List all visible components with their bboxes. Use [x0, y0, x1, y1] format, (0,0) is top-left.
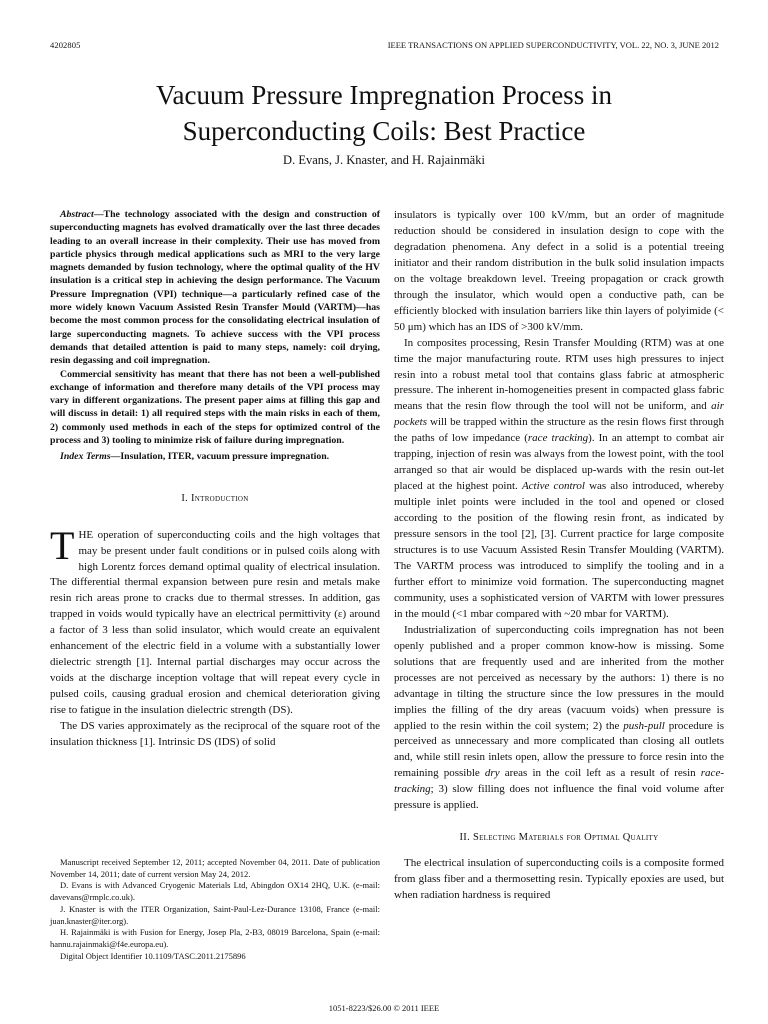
section-heading-introduction: I. Introduction	[181, 492, 249, 504]
abstract-text-1: —The technology associated with the design and construction of superconducting magnets has evolved dramatically over the last three decades leading to an overall increase in their complexity. Their use has moved from particle physics through medical applications such as MRI to the very large magnets demanded by fusion technology, where the optimal quality of the HV insulation is a critical step in achieving the design performance. The Vacuum Pressure Impregnation (VPI) technique—a particularly refined case of the more widely known Vacuum Assisted Resin Transfer Mould (VARTM)—has become the most common process for the consolidating electrical insulation of large superconducting magnets. To achieve success with the VPI process demands that detailed attention is paid to many steps, namely: coil drying, resin degassing and coil impregnation.	[50, 209, 380, 367]
p3-emphasis-push-pull: push-pull	[623, 719, 665, 732]
index-terms	[50, 450, 380, 463]
author-list: D. Evans, J. Knaster, and H. Rajainmäki	[283, 153, 485, 167]
p3-text-c: areas in the coil left as a result of resin	[499, 767, 701, 780]
p3-emphasis-dry: dry	[484, 767, 500, 780]
p2-text-d: was also introduced, whereby multiple inlet points were included in the tool and opened or closed according to the position of the flowing resin front, as indicated by pressure sensors in the tool [2], [3]. Current practice for large composite structures is to use Vacuum Assisted Resin Transfer Moulding (VARTM). The VARTM process was introduced to simplify the tooling and in a further effort to minimize void formation. The superconducting magnet community, uses a sophisticated version of VARTM with lower pressures in the mould (<1 mbar compared with ~20 mbar for VARTM).	[394, 480, 724, 620]
footnote-manuscript: Manuscript received September 12, 2011; accepted November 04, 2011. Date of publication November 14, 2011; date of current version May 24, 2012.	[50, 857, 380, 879]
abstract-paragraph-1	[50, 208, 380, 368]
copyright-footer: 1051-8223/$26.00 © 2011 IEEE	[328, 1003, 440, 1013]
p2-text-a: In composites processing, Resin Transfer Moulding (RTM) was at one time the major manufacturing route. RTM uses high pressures to inject resin into a robust metal tool that contains glass fabric at atmospheric pressure. The inherent in-homogeneities present in compacted glass fabric means that the resin flow through the tool will not be uniform, and	[394, 336, 724, 413]
p3-text-b: procedure is perceived as unnecessary and more complicated than closing all outlets and, while still resin inlets open, allow the pressure to force resin into the remaining possible	[394, 719, 725, 780]
footnote-knaster: J. Knaster is with the ITER Organization, Saint-Paul-Lez-Durance 13108, France (e-mail: juan.knaster@iter.org).	[50, 903, 380, 926]
title-line-2: Superconducting Coils: Best Practice	[182, 116, 586, 146]
intro-paragraph-2: The DS varies approximately as the reciprocal of the square root of the insulation thickness [1]. Intrinsic DS (IDS) of solid	[50, 720, 380, 748]
title-line-1: Vacuum Pressure Impregnation Process in	[156, 80, 612, 110]
footnote-evans: D. Evans is with Advanced Cryogenic Materials Ltd, Abingdon OX14 2HQ, U.K. (e-mail: davevans@rmplc.co.uk).	[50, 880, 380, 903]
intro-paragraph-1	[50, 522, 380, 719]
p2-emphasis-race-tracking: race tracking	[527, 432, 589, 445]
index-terms-label: Index Terms	[60, 451, 111, 463]
right-paragraph-1: insulators is typically over 100 kV/mm, but an order of magnitude reduction should be considered in insulation design to cope with the degradation phenomena. Any defect in a solid is a potential treeing initiator and their random distribution in the bulk solid insulation impacts on the voltage breakdown level. Treeing propagation or crack growth through the insulator, which would open a conductive path, can be efficiently blocked with insulation barriers like thin layers of polyimide (< 50 μm) which has an IDS of >300 kV/mm.	[394, 209, 724, 333]
abstract	[50, 208, 380, 447]
journal-header: IEEE TRANSACTIONS ON APPLIED SUPERCONDUCTIVITY, VOL. 22, NO. 3, JUNE 2012	[387, 40, 719, 50]
p3-emphasis-race-tracking: race-tracking	[394, 767, 724, 796]
abstract-paragraph-2: Commercial sensitivity has meant that there has not been a well-published exchange of information and therefore many details of the VPI process may vary in different organizations. The present paper aims at filling this gap and will discuss in detail: 1) all required steps with the main risks in each of them, 2) commonly used methods in each of the steps for optimized control of the process and 3) tooling to minimize risk of failure during impregnation.	[50, 368, 380, 447]
footnote-doi: Digital Object Identifier 10.1109/TASC.2011.2175896	[60, 950, 246, 961]
p3-text-a: Industrialization of superconducting coils impregnation has not been openly published and a proper common know-how is missing. Some solutions that are frequently used and are inherited from the mother processes are not perceived as necessary by the authors: 1) there is no advantage in tilting the structure since the low pressures in the mould implies the filling of the dry areas (vacuum voids) when pressure is applied to the resin within the coil system; 2) the	[394, 623, 724, 732]
footnotes	[50, 857, 380, 962]
section-heading-materials: II. Selecting Materials for Optimal Quality	[459, 832, 659, 844]
right-paragraph-2	[394, 336, 724, 623]
drop-cap: T	[50, 522, 75, 568]
right-column	[394, 208, 724, 904]
intro-paragraph-1-text: HE operation of superconducting coils and the high voltages that may be present under fault conditions or in pulsed coils along with high Lorentz forces demand optimal quality of electrical insulation. The differential thermal expansion between pure resin and metals make resin rich areas prone to cracks due to thermal stresses. In addition, gas trapped in voids would typically have an electrical permittivity (ε) around a factor of 3 less than solid insulator, which would create an equivalent enhancement of the electric field in a volume with a substantially lower dielectric strength [1]. Internal partial discharges may occur across the voids at the discharge inception voltage that will repeat every cycle in pulsed coils, causing gradual erosion and chemical deterioration giving rise to fatigue in the insulation dielectric strength (DS).	[50, 528, 380, 717]
p2-emphasis-active-control: Active control	[521, 480, 585, 493]
page-number: 4202805	[50, 40, 81, 50]
p2-text-c: ). In an attempt to combat air trapping, injection of resin was always from the lowest point, with the tool arranged so that air would be displaced up-wards with the resin out-let placed at the highest point.	[394, 432, 724, 493]
paper-title	[0, 77, 768, 149]
right-paragraph-4: The electrical insulation of superconducting coils is a composite formed from glass fiber and a thermosetting resin. Typically epoxies are used, but when radiation hardness is required	[394, 857, 724, 902]
p2-emphasis-air-pockets: air pockets	[394, 400, 724, 429]
right-paragraph-3	[394, 623, 724, 814]
p2-text-b: will be trapped within the structure as the resin flows first through the paths of low impedance (	[394, 416, 724, 445]
left-column	[50, 208, 380, 751]
p3-text-d: ; 3) slow filling does not influence the final void volume after pressure is applied.	[394, 783, 724, 812]
footnote-rajainmaki: H. Rajainmäki is with Fusion for Energy, Josep Pla, 2-B3, 08019 Barcelona, Spain (e-mail: hannu.rajainmaki@f4e.europa.eu).	[50, 927, 380, 949]
index-terms-text: —Insulation, ITER, vacuum pressure impregnation.	[110, 451, 330, 463]
abstract-label: Abstract	[60, 209, 94, 220]
